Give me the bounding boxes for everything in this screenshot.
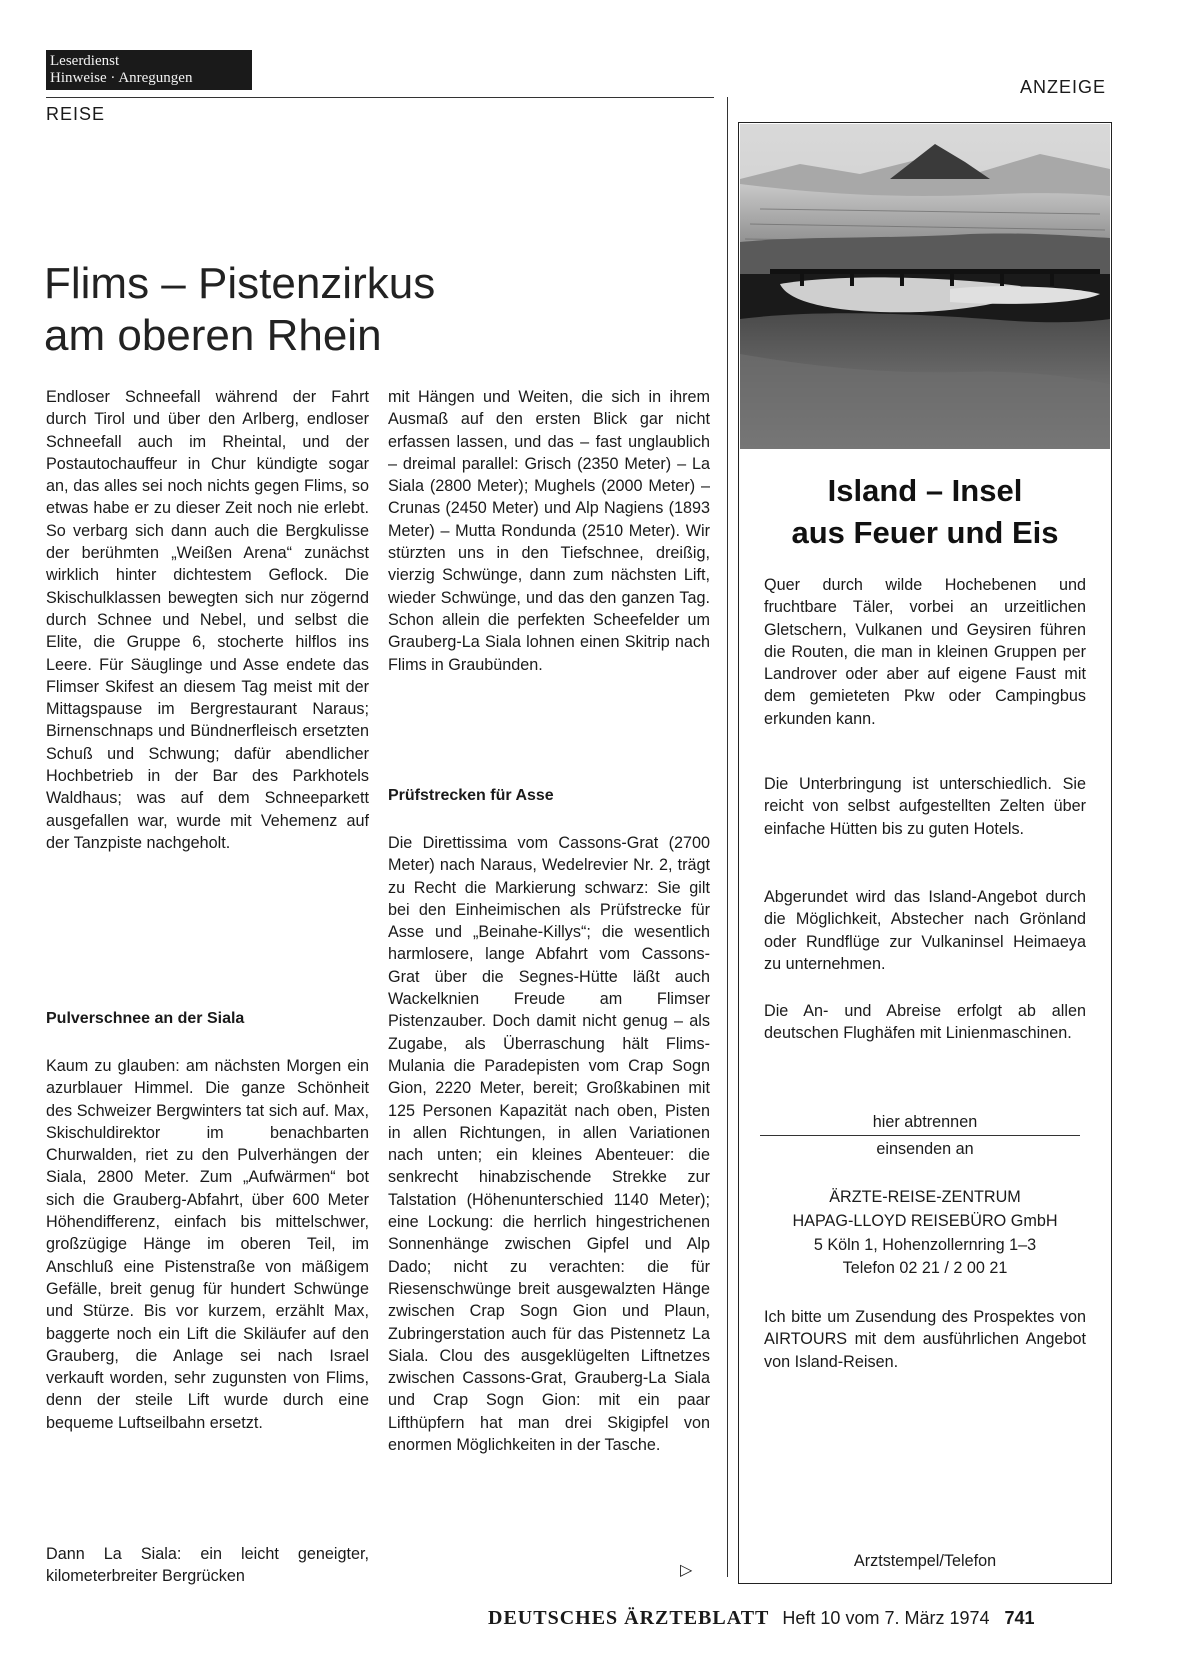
article-title-line-2: am oberen Rhein	[44, 311, 382, 360]
article-column-1-end	[46, 1543, 369, 1588]
stamp-label: Arztstempel/Telefon	[853, 1552, 997, 1570]
header-rule	[46, 97, 714, 98]
ad-paragraph-3: Abgerundet wird das Island-Angebot durch die Möglichkeit, Abstecher nach Grönland oder Rundflüge zur Vulkaninsel Heimaeya zu unternehmen.	[764, 888, 1086, 973]
address-line-4: Telefon 02 21 / 2 00 21	[842, 1259, 1008, 1277]
request-text: Ich bitte um Zusendung des Prospektes von AIRTOURS mit dem ausführlichen Angebot von Island-Reisen.	[764, 1308, 1086, 1371]
article-column-1	[46, 386, 369, 854]
ad-title	[740, 470, 1110, 554]
address-line-1: ÄRZTE-REISE-ZENTRUM	[829, 1188, 1021, 1206]
ad-title-line-2: aus Feuer und Eis	[791, 515, 1059, 550]
paragraph: Die Direttissima vom Cassons-Grat (2700 Meter) nach Naraus, Wedelrevier Nr. 2, trägt zu Recht die Markierung schwarz: Sie gilt bei den Einheimischen als Prüfstrecke für Asse und „Beinahe-Killys“; die wesentlich harmlosere, lange Abfahrt vom Cassons-Grat über die Segnes-Hütte läßt auch Wackelknien Freude am Flimser Pistenzauber. Doch damit nicht genug – als Zugabe, als Überraschung hält Flims-Mulania die Paradepisten vom Crap Sogn Gion, 2220 Meter, bereit; Großkabinen mit 125 Personen Kapazität nach oben, Pisten in allen Richtungen, in allen Variationen nach unten; ein kleines Abenteuer: die senkrecht hinabzischende Strekke zur Talstation (Höhenunterschied 1140 Meter); eine Lockung: die herrlich hingestrichenen Sonnenhänge zwischen Gipfel und Alp Dado; nicht zu verachten: die für Riesenschwünge breit ausgewalzten Hänge zwischen Crap Sogn Gion und Plaun, Zubringerstation auch für das Pistennetz La Siala. Clou des ausgeklügelten Liftnetzes zwischen Cassons-Grat, Grauberg-La Siala und Crap Sogn Gion: mit ein paar Lifthüpfern hat man drei Skigipfel von enormen Möglichkeiten in der Tasche.	[388, 834, 710, 1455]
column-divider	[727, 97, 728, 1577]
article-column-2-cont	[388, 832, 710, 1456]
cut-label: hier abtrennen	[872, 1113, 978, 1131]
article-column-2	[388, 386, 710, 676]
section-label: REISE	[46, 104, 106, 124]
ad-paragraph-1: Quer durch wilde Hochebenen und fruchtbare Täler, vorbei an urzeitlichen Gletschern, Vulkanen und Geysiren führen die Routen, die man in kleinen Gruppen per Landrover oder aber auf eigene Faust mit dem gemieteten Pkw oder Campingbus erkunden kann.	[764, 576, 1086, 728]
article-column-1-cont	[46, 1055, 369, 1434]
page-number: 741	[1004, 1608, 1035, 1628]
issue-info: Heft 10 vom 7. März 1974	[782, 1608, 990, 1628]
journal-name: DEUTSCHES ÄRZTEBLATT	[488, 1607, 770, 1629]
paragraph: mit Hängen und Weiten, die sich in ihrem Ausmaß auf den ersten Blick gar nicht erfassen lassen, und das – fast unglaublich – dreimal parallel: Grisch (2350 Meter) – La Siala (2800 Meter); Mughels (2000 Meter) – Crunas (2450 Meter) und Alp Nagiens (1893 Meter) – Mutta Rondunda (2510 Meter). Wir stürzten uns in den Tiefschnee, dreißig, vierzig Schwünge, dann zum nächsten Lift, wieder Schwünge, und das den ganzen Tag. Schon allein die perfekten Scheefelder um Grauberg-La Siala lohnen einen Skitrip nach Flims in Graubünden.	[388, 388, 710, 674]
ad-label: ANZEIGE	[1020, 77, 1107, 97]
ad-paragraph-2: Die Unterbringung ist unterschiedlich. Sie reicht von selbst aufgestellten Zelten über einfache Hütten bis zu guten Hotels.	[764, 775, 1086, 838]
ad-title-line-1: Island – Insel	[827, 473, 1023, 508]
continue-arrow-icon: ▷	[680, 1562, 693, 1579]
address-line-2: HAPAG-LLOYD REISEBÜRO GmbH	[792, 1212, 1058, 1230]
paragraph: Kaum zu glauben: am nächsten Morgen ein azurblauer Himmel. Die ganze Schönheit des Schweizer Bergwinters tat sich auf. Max, Skischuldirektor im benachbarten Churwalden, riet zu den Pulverhängen der Siala, 2800 Meter. Zum „Aufwärmen“ bot sich die Grauberg-Abfahrt, über 600 Meter Höhendifferenz, einfach bis mittelschwer, großzügige Hänge im oberen Teil, im Anschluß eine Pistenstraße von mäßigem Gefälle, breit genug für hundert Schwünge und Stürze. Bis vor kurzem, erzählt Max, baggerte noch ein Lift die Skiläufer auf den Grauberg, die Anlage sei nach Israel verkauft worden, sehr zugunsten von Flims, denn der steile Lift wurde durch eine bequeme Luftseilbahn ersetzt.	[46, 1057, 369, 1432]
masthead-badge	[46, 50, 252, 90]
address-line-3: 5 Köln 1, Hohenzollernring 1–3	[813, 1236, 1037, 1254]
subheading: Prüfstrecken für Asse	[388, 787, 554, 804]
article-title-line-1: Flims – Pistenzirkus	[44, 259, 436, 308]
masthead-line-1: Leserdienst	[50, 53, 120, 69]
footer	[488, 1607, 1035, 1630]
ad-paragraph-4: Die An- und Abreise erfolgt ab allen deutschen Flughäfen mit Linienmaschinen.	[764, 1002, 1086, 1043]
cut-line	[760, 1135, 1080, 1136]
paragraph: Endloser Schneefall während der Fahrt durch Tirol und über den Arlberg, endloser Schneefall auch im Rheintal, und der Postautochauffeur in Chur kündigte sogar an, das alles sei noch nichts gegen Flims, so etwas habe er zu dieser Zeit noch nie erlebt. So verbarg sich dann auch die Bergkulisse der berühmten „Weißen Arena“ zunächst wirklich hinter dichtestem Geflock. Die Skischulklassen bewegten sich nur zögernd durch Schnee und Nebel, und selbst die Elite, die Gruppe 6, stocherte hilflos ins Leere. Für Säuglinge und Asse endete das Flimser Skifest an diesem Tag meist mit der Mittagspause im Bergrestaurant Naraus; Birnenschnaps und Bündnerfleisch ersetzten Schuß und Schwung; dafür abendlicher Hochbetrieb in der Bar des Parkhotels Waldhaus; was auf dem Schneeparkett ausgefallen war, wurde mit Vehemenz auf der Tanzpiste nachgeholt.	[46, 388, 369, 852]
subheading: Pulverschnee an der Siala	[46, 1010, 245, 1027]
masthead-line-2: Hinweise · Anregungen	[50, 70, 193, 86]
send-label: einsenden an	[876, 1140, 974, 1158]
paragraph: Dann La Siala: ein leicht geneigter, kilometerbreiter Bergrücken	[46, 1545, 369, 1586]
article-title	[44, 258, 684, 362]
glacier-photo	[740, 124, 1110, 449]
